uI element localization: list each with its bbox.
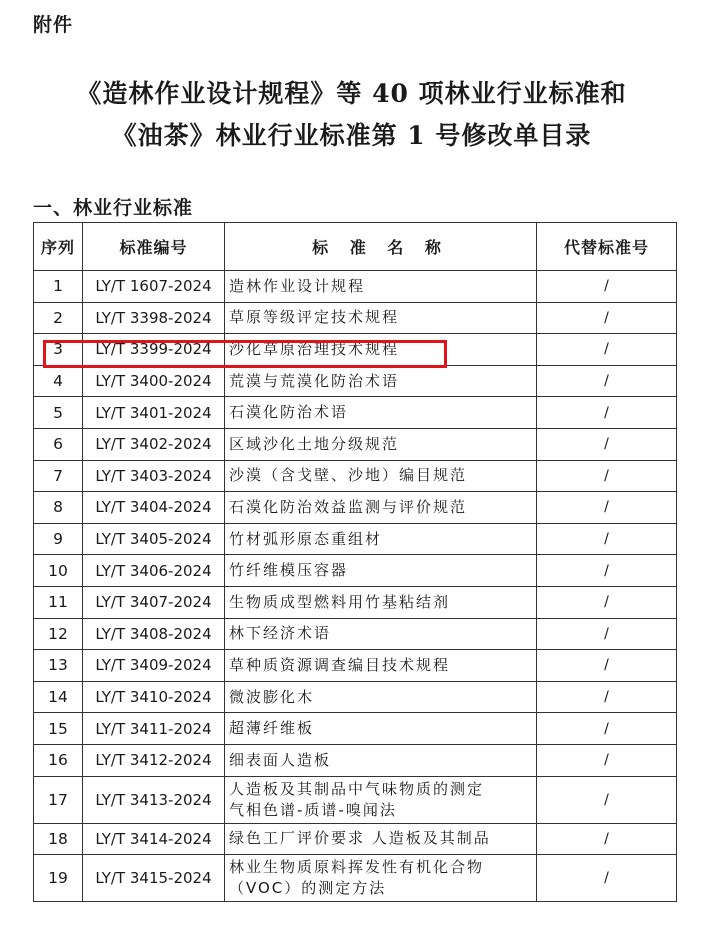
row-replaced: / [537, 823, 677, 855]
table-row [34, 271, 677, 303]
table-row [34, 523, 677, 555]
table-row [34, 713, 677, 745]
row-code: LY/T 3405-2024 [83, 523, 225, 555]
row-name: 竹纤维模压容器 [225, 555, 537, 587]
row-code: LY/T 3414-2024 [83, 823, 225, 855]
row-code: LY/T 3407-2024 [83, 586, 225, 618]
table-row [34, 492, 677, 524]
table-header-row [34, 223, 677, 271]
row-name: 区域沙化土地分级规范 [225, 428, 537, 460]
row-replaced: / [537, 302, 677, 334]
row-name: 石漠化防治效益监测与评价规范 [225, 492, 537, 524]
section-heading: 一、林业行业标准 [33, 197, 194, 219]
row-name: 荒漠与荒漠化防治术语 [225, 365, 537, 397]
table-row [34, 776, 677, 823]
table-row [34, 650, 677, 682]
row-name: 生物质成型燃料用竹基粘结剂 [225, 586, 537, 618]
table-row [34, 855, 677, 902]
row-replaced: / [537, 586, 677, 618]
document-title-line-1: 《造林作业设计规程》等 40 项林业行业标准和 [76, 79, 627, 108]
row-seq: 4 [34, 365, 83, 397]
row-replaced: / [537, 492, 677, 524]
row-seq: 8 [34, 492, 83, 524]
table-row [34, 428, 677, 460]
row-replaced: / [537, 776, 677, 823]
row-replaced: / [537, 744, 677, 776]
row-seq: 18 [34, 823, 83, 855]
row-replaced: / [537, 397, 677, 429]
row-name [225, 855, 537, 902]
row-name: 石漠化防治术语 [225, 397, 537, 429]
row-code: LY/T 3408-2024 [83, 618, 225, 650]
table-row [34, 397, 677, 429]
row-replaced: / [537, 460, 677, 492]
row-replaced: / [537, 523, 677, 555]
row-replaced: / [537, 855, 677, 902]
table-row [34, 618, 677, 650]
row-code: LY/T 3404-2024 [83, 492, 225, 524]
document-title-line-2: 《油茶》林业行业标准第 1 号修改单目录 [111, 121, 592, 150]
table-row [34, 365, 677, 397]
table-row [34, 586, 677, 618]
row-name-line-1: 林业生物质原料挥发性有机化合物 [229, 858, 485, 877]
table-row [34, 744, 677, 776]
row-code: LY/T 3403-2024 [83, 460, 225, 492]
table-row [34, 302, 677, 334]
row-replaced: / [537, 713, 677, 745]
row-replaced: / [537, 618, 677, 650]
row-seq: 6 [34, 428, 83, 460]
row-code: LY/T 3410-2024 [83, 681, 225, 713]
row-name-line-2: （VOC）的测定方法 [229, 879, 387, 898]
standards-table [33, 222, 677, 902]
header-code: 标准编号 [83, 223, 225, 271]
row-code: LY/T 1607-2024 [83, 271, 225, 303]
row-code: LY/T 3401-2024 [83, 397, 225, 429]
header-name: 标 准 名 称 [225, 223, 537, 271]
row-name: 草原等级评定技术规程 [225, 302, 537, 334]
row-code: LY/T 3399-2024 [83, 334, 225, 366]
row-seq: 19 [34, 855, 83, 902]
row-seq: 16 [34, 744, 83, 776]
row-name: 林下经济术语 [225, 618, 537, 650]
row-seq: 2 [34, 302, 83, 334]
header-seq: 序列 [34, 223, 83, 271]
row-name-line-2: 气相色谱-质谱-嗅闻法 [229, 800, 397, 819]
row-seq: 14 [34, 681, 83, 713]
row-seq: 15 [34, 713, 83, 745]
attachment-label: 附件 [33, 14, 74, 36]
row-name: 绿色工厂评价要求 人造板及其制品 [225, 823, 537, 855]
row-seq: 17 [34, 776, 83, 823]
row-code: LY/T 3413-2024 [83, 776, 225, 823]
row-code: LY/T 3398-2024 [83, 302, 225, 334]
row-seq: 13 [34, 650, 83, 682]
row-name: 细表面人造板 [225, 744, 537, 776]
row-seq: 10 [34, 555, 83, 587]
row-replaced: / [537, 334, 677, 366]
row-name: 竹材弧形原态重组材 [225, 523, 537, 555]
table-row [34, 460, 677, 492]
row-seq: 1 [34, 271, 83, 303]
row-replaced: / [537, 428, 677, 460]
row-seq: 9 [34, 523, 83, 555]
row-name: 草种质资源调查编目技术规程 [225, 650, 537, 682]
row-code: LY/T 3412-2024 [83, 744, 225, 776]
row-name: 沙化草原治理技术规程 [225, 334, 537, 366]
table-row [34, 555, 677, 587]
row-code: LY/T 3402-2024 [83, 428, 225, 460]
row-name [225, 776, 537, 823]
header-replaced: 代替标准号 [537, 223, 677, 271]
row-code: LY/T 3411-2024 [83, 713, 225, 745]
row-seq: 11 [34, 586, 83, 618]
row-replaced: / [537, 650, 677, 682]
row-seq: 3 [34, 334, 83, 366]
row-seq: 5 [34, 397, 83, 429]
row-name: 微波膨化木 [225, 681, 537, 713]
row-replaced: / [537, 681, 677, 713]
table-row [34, 681, 677, 713]
row-seq: 12 [34, 618, 83, 650]
table-row [34, 823, 677, 855]
row-replaced: / [537, 271, 677, 303]
row-code: LY/T 3400-2024 [83, 365, 225, 397]
row-name-line-1: 人造板及其制品中气味物质的测定 [229, 779, 485, 798]
row-code: LY/T 3409-2024 [83, 650, 225, 682]
row-name: 沙漠（含戈壁、沙地）编目规范 [225, 460, 537, 492]
row-seq: 7 [34, 460, 83, 492]
table-row-highlighted [34, 334, 677, 366]
row-replaced: / [537, 555, 677, 587]
row-code: LY/T 3415-2024 [83, 855, 225, 902]
row-name: 造林作业设计规程 [225, 271, 537, 303]
row-replaced: / [537, 365, 677, 397]
row-code: LY/T 3406-2024 [83, 555, 225, 587]
row-name: 超薄纤维板 [225, 713, 537, 745]
